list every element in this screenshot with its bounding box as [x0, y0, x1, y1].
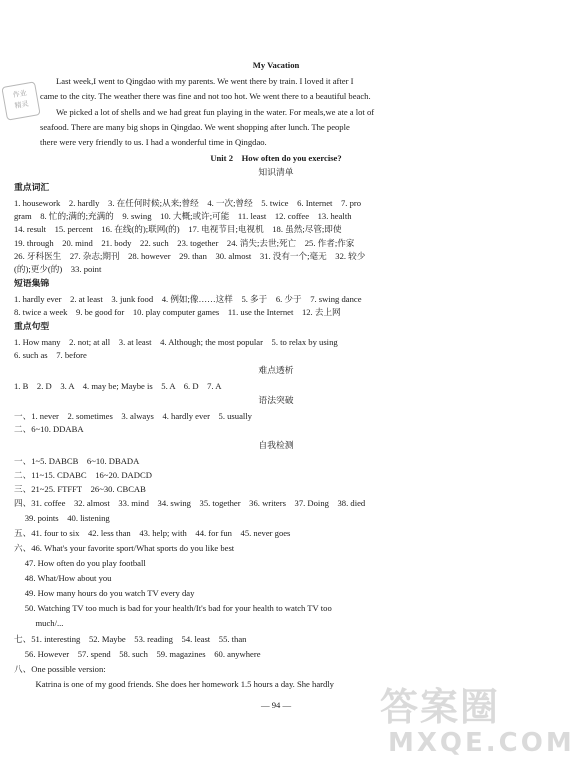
sentence-line: 1. How many 2. not; at all 3. at least 4. Although; the most popular 5. to relax by using [14, 337, 338, 347]
vocab-line: 19. through 20. mind 21. body 22. such 23. together 24. 消失;去世;死亡 25. 作者;作家 [14, 238, 355, 248]
vocab-line: 26. 牙科医生 27. 杂志;期刊 28. however 29. than 30. almost 31. 没有一个;毫无 32. 较少 [14, 251, 366, 261]
sentence-line: 6. such as 7. before [14, 350, 87, 360]
selfcheck-heading: 自我检测 [258, 441, 294, 451]
selfcheck-line: 四、31. coffee 32. almost 33. mind 34. swing 35. together 36. writers 37. Doing 38. died [14, 498, 366, 508]
vacation-line-5: there were very friendly to us. I had a wonderful time in Qingdao. [40, 137, 267, 147]
selfcheck-line: 47. How often do you play football [14, 558, 146, 568]
watermark-logo [380, 676, 500, 731]
selfcheck-line: 50. Watching TV too much is bad for your health/It's bad for your health to watch TV too [14, 603, 332, 613]
selfcheck-line: 49. How many hours do you watch TV every day [14, 588, 195, 598]
vocab-heading: 重点词汇 [14, 183, 50, 193]
vacation-title: My Vacation [252, 60, 300, 70]
selfcheck-line: 二、11~15. CDABC 16~20. DADCD [14, 470, 152, 480]
selfcheck-line: 五、41. four to six 42. less than 43. help; with 44. for fun 45. never goes [14, 528, 291, 538]
watermark-url: MXQE.COM [388, 728, 575, 758]
stamp-text-1: 作业 [12, 88, 28, 100]
grammar-line: 二、6~10. DDABA [14, 424, 84, 434]
grammar-heading: 语法突破 [258, 396, 294, 406]
difficulty-heading: 难点透析 [258, 366, 294, 376]
vacation-line-1: Last week,I went to Qingdao with my parents. We went there by train. I loved it after I [56, 76, 354, 86]
selfcheck-line: 六、46. What's your favorite sport/What sports do you like best [14, 543, 235, 553]
selfcheck-line: 七、51. interesting 52. Maybe 53. reading 54. least 55. than [14, 634, 247, 644]
homework-stamp-logo [1, 81, 40, 120]
vacation-line-2: came to the city. The weather there was fine and not too hot. We went there to a beautiful beach. [40, 91, 371, 101]
selfcheck-line: much/... [14, 618, 64, 628]
selfcheck-line: 八、One possible version: [14, 664, 106, 674]
selfcheck-line: 48. What/How about you [14, 573, 112, 583]
vocab-line: 14. result 15. percent 16. 在线(的);联网(的) 17. 电视节目;电视机 18. 虽然;尽管;即使 [14, 224, 342, 234]
phrase-line: 1. hardly ever 2. at least 3. junk food 4. 例如;像……这样 5. 多于 6. 少于 7. swing dance [14, 294, 362, 304]
page-number: — 94 — [260, 700, 292, 710]
vocab-line: 1. housework 2. hardly 3. 在任何时候;从来;曾经 4. 一次;曾经 5. twice 6. Internet 7. pro [14, 198, 362, 208]
unit-title: Unit 2 How often do you exercise? [210, 153, 342, 163]
watermark-text: 答案圈 [380, 685, 501, 729]
phrase-heading: 短语集锦 [14, 279, 50, 289]
vacation-line-4: seafood. There are many big shops in Qingdao. We went shopping after lunch. The people [40, 122, 350, 132]
stamp-text-2: 精灵 [14, 99, 30, 111]
knowledge-list-heading: 知识清单 [258, 168, 294, 178]
phrase-line: 8. twice a week 9. be good for 10. play computer games 11. use the Internet 12. 去上网 [14, 307, 341, 317]
vacation-line-3: We picked a lot of shells and we had great fun playing in the water. For meals,we ate a lot of [56, 107, 375, 117]
grammar-line: 一、1. never 2. sometimes 3. always 4. hardly ever 5. usually [14, 411, 252, 421]
selfcheck-line: 39. points 40. listening [14, 513, 110, 523]
vocab-line: (的);更少(的) 33. point [14, 264, 102, 274]
sentence-heading: 重点句型 [14, 322, 50, 332]
selfcheck-line: Katrina is one of my good friends. She does her homework 1.5 hours a day. She hardly [14, 679, 334, 689]
selfcheck-line: 三、21~25. FTFFT 26~30. CBCAB [14, 484, 146, 494]
selfcheck-line: 56. However 57. spend 58. such 59. magazines 60. anywhere [14, 649, 261, 659]
vocab-line: gram 8. 忙的;满的;充满的 9. swing 10. 大概;或许;可能 11. least 12. coffee 13. health [14, 211, 352, 221]
selfcheck-line: 一、1~5. DABCB 6~10. DBADA [14, 456, 140, 466]
difficulty-line: 1. B 2. D 3. A 4. may be; Maybe is 5. A 6. D 7. A [14, 381, 222, 391]
